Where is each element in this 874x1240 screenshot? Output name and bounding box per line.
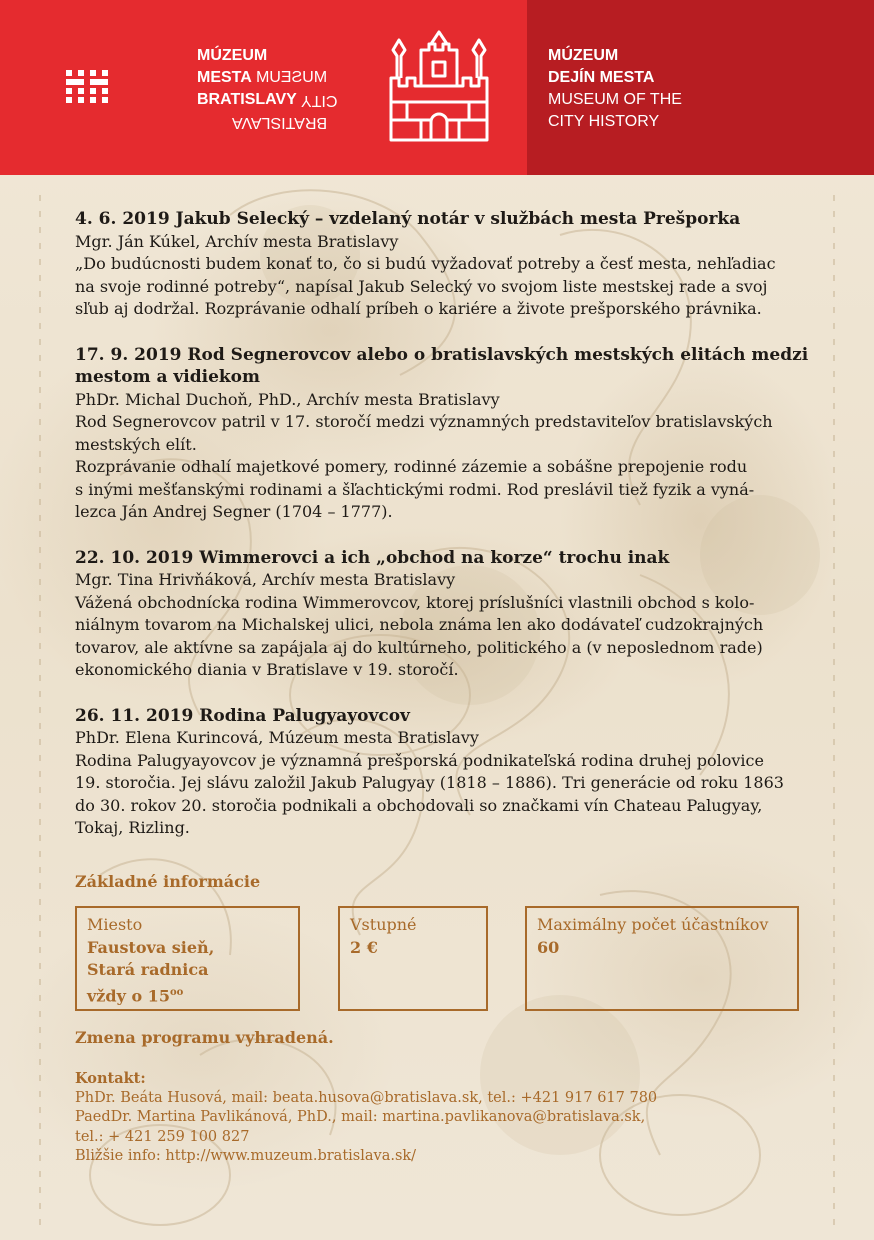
header-right-panel xyxy=(527,0,874,175)
museum-name-line-1: MÚZEUM xyxy=(197,47,268,64)
website-link[interactable]: Bližšie info: http://www.muzeum.bratislava.sk/ xyxy=(75,1148,417,1164)
museum-name-line-3: BRATISLAVY xyxy=(197,91,297,108)
event-speaker: PhDr. Michal Duchoň, PhD., Archív mesta Bratislavy xyxy=(75,389,500,409)
event-item xyxy=(75,208,815,321)
department-line-2: DEJÍN MESTA xyxy=(548,69,655,86)
castle-icon xyxy=(385,28,493,146)
department-en-line-2: CITY HISTORY xyxy=(548,113,660,130)
contact-title: Kontakt: xyxy=(75,1070,146,1087)
event-title: 17. 9. 2019 Rod Segnerovcov alebo o bratislavských mestských elitách medzi mestom a vidiekom xyxy=(75,344,809,387)
place-line-2: Stará radnica xyxy=(87,960,209,979)
museum-name-mirrored-3: BRATISLAVA xyxy=(232,114,328,131)
capacity-value: 60 xyxy=(537,937,560,957)
museum-name-line-2: MESTA xyxy=(197,69,252,86)
place-line-1: Faustova sieň, xyxy=(87,937,215,957)
event-speaker: Mgr. Ján Kúkel, Archív mesta Bratislavy xyxy=(75,231,399,251)
event-item xyxy=(75,344,815,524)
contact-block xyxy=(75,1069,815,1167)
contact-line: PaedDr. Martina Pavlikánová, PhD., mail: martina.pavlikanova@bratislava.sk, xyxy=(75,1109,646,1125)
event-speaker: Mgr. Tina Hrivňáková, Archív mesta Bratislavy xyxy=(75,570,456,589)
contact-line: PhDr. Beáta Husová, mail: beata.husova@bratislava.sk, tel.: +421 917 617 780 xyxy=(75,1089,658,1106)
museum-name xyxy=(197,45,337,133)
department-line-1: MÚZEUM xyxy=(548,47,619,64)
event-title: 4. 6. 2019 Jakub Selecký – vzdelaný notár v službách mesta Prešporka xyxy=(75,209,741,229)
event-description: Vážená obchodnícka rodina Wimmerovcov, ktorej príslušníci vlastnili obchod s kolo- niálnym tovarom na Michalskej ulici, nebola známa len ako dodávateľ cudzokrajných tovarov, ale aktívne sa zapájala aj do kultúrneho, politického a (v neposlednom rade) ekonomického diania v Bratislave v 19. storočí. xyxy=(75,592,764,679)
place-label: Miesto xyxy=(87,915,143,934)
info-heading: Základné informácie xyxy=(75,872,261,891)
event-description: „Do budúcnosti budem konať to, čo si budú vyžadovať potreby a česť mesta, nehľadiac na svoje rodinné potreby“, napísal Jakub Selecký vo svojom liste mestskej rade a svoj sľub aj dodržal. Rozprávanie odhalí príbeh o kariére a živote prešporského právnika. xyxy=(75,254,776,318)
department-en-line-1: MUSEUM OF THE xyxy=(548,91,682,108)
place-time xyxy=(87,982,288,1008)
header-left-panel xyxy=(0,0,527,175)
capacity-label: Maximálny počet účastníkov xyxy=(537,915,769,934)
time-superscript: oo xyxy=(169,986,184,998)
department-name xyxy=(548,45,682,133)
event-item xyxy=(75,547,815,682)
event-item xyxy=(75,705,815,840)
event-speaker: PhDr. Elena Kurincová, Múzeum mesta Bratislavy xyxy=(75,728,479,747)
price-value: 2 € xyxy=(350,937,378,957)
event-list xyxy=(75,208,815,863)
museum-name-mirrored-2: CITY xyxy=(301,92,338,109)
contact-line: tel.: + 421 259 100 827 xyxy=(75,1128,250,1145)
time-prefix: vždy o 15 xyxy=(87,985,170,1005)
capacity-box xyxy=(525,906,799,1011)
place-box xyxy=(75,906,300,1011)
price-label: Vstupné xyxy=(350,915,417,934)
event-description: Rodina Palugyayovcov je významná prešporská podnikateľská rodina druhej polovice 19. storočia. Jej slávu založil Jakub Palugyay (1818 – 1886). Tri generácie od roku 1863 do 30. rokov 20. storočia podnikali a obchodovali so značkami vín Chateau Palugyay, Tokaj, Rizling. xyxy=(75,750,784,837)
museum-logo-icon xyxy=(66,70,108,106)
museum-name-mirrored-1: MUSEUM xyxy=(255,69,327,86)
program-change-notice: Zmena programu vyhradená. xyxy=(75,1028,334,1047)
price-box xyxy=(338,906,488,1011)
header xyxy=(0,0,874,175)
event-title: 22. 10. 2019 Wimmerovci a ich „obchod na korze“ trochu inak xyxy=(75,547,670,568)
event-title: 26. 11. 2019 Rodina Palugyayovcov xyxy=(75,705,410,726)
event-description: Rod Segnerovcov patril v 17. storočí medzi významných predstaviteľov bratislavských mestských elít. Rozprávanie odhalí majetkové pomery, rodinné zázemie a sobášne prepojenie rodu s inými mešťanskými rodinami a šľachtickými rodmi. Rod preslávil tiež fyzik a vyná- lezca Ján Andrej Segner (1704 – 1777). xyxy=(75,412,773,521)
